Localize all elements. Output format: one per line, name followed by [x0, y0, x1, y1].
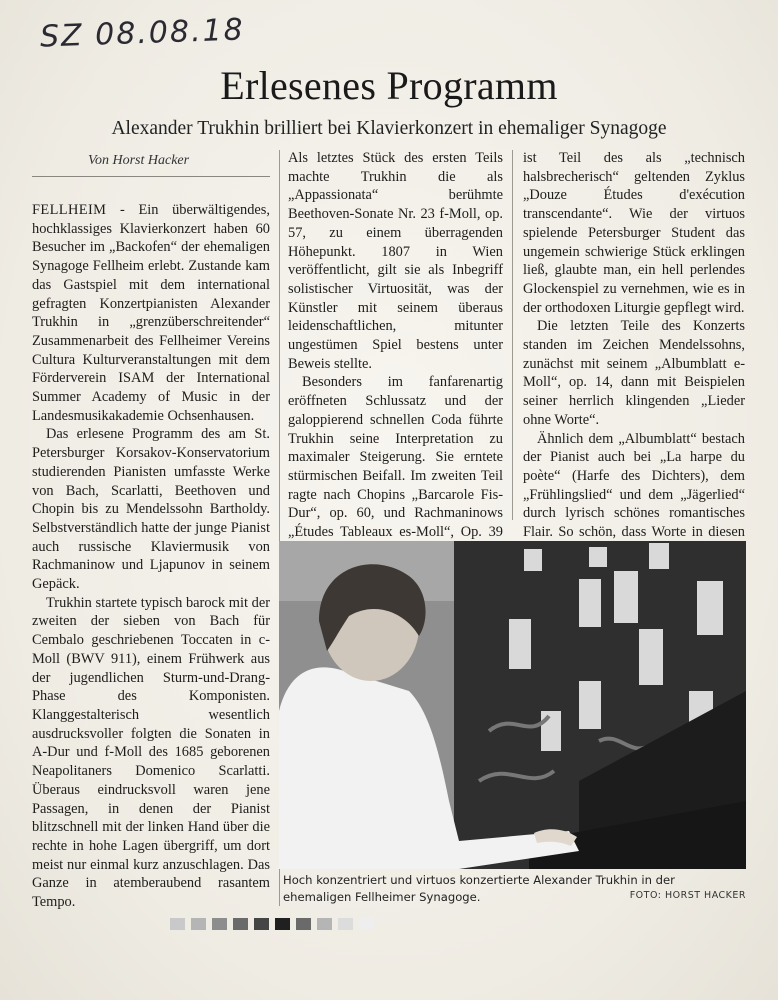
article-photo — [279, 541, 746, 869]
color-patch — [254, 918, 269, 930]
photo-caption: Hoch konzentriert und virtuos konzertierte Alexander Trukhin in der ehemaligen Fellheimer Synagoge. — [283, 873, 675, 904]
color-patch — [317, 918, 332, 930]
paragraph: ist Teil des als „technisch halsbrecherisch“ geltenden Zyklus „Douze Études d'exécution transcendante“. Wie der virtuos spielende Petersburger Student das ungemein schwierige Stück erklingen ließ, glaubte man, ein hell perlendes Glockenspiel zu vernehmen, wie es in der orthodoxen Liturgie gepflegt wird. — [523, 150, 745, 316]
photo-credit: FOTO: HORST HACKER — [629, 890, 746, 901]
paragraph: Ähnlich dem „Albumblatt“ bestach der Pianist auch bei „La harpe du poète“ (Harfe des Dichters), dem „Frühlingslied“ und dem „Jägerlied“ durch lyrisch schönes romantisches Flair. So schön, dass Worte in diesen — [523, 430, 745, 541]
pianist-photo — [279, 541, 746, 869]
color-patch — [191, 918, 206, 930]
paragraph — [32, 201, 270, 425]
color-patch — [233, 918, 248, 930]
paragraph-text: - Ein überwältigendes, hochklassiges Klavierkonzert haben 60 Besucher im „Backofen“ der ehemaligen Synagoge Fellheim erlebt. Zustande kam das Gastspiel mit dem international gefragten Konzertpianisten Alexander Trukhin in „grenzüberschreitender“ Zusammenarbeit des Fellheimer Vereins Cultura Kulturveranstaltungen mit dem Förderverein ISAM der International Summer Academy of Music in der Landesmusikakademie Ochsenhausen. — [32, 202, 270, 424]
article-headline: Erlesenes Programm — [220, 63, 558, 108]
color-patch — [170, 918, 185, 930]
article-column-3 — [523, 149, 745, 560]
color-patch — [338, 918, 353, 930]
column-divider — [512, 150, 513, 520]
article-subheadline: Alexander Trukhin brilliert bei Klavierkonzert in ehemaliger Synagoge — [111, 118, 667, 139]
color-patch — [296, 918, 311, 930]
color-patch — [212, 918, 227, 930]
scan-color-bar — [170, 918, 374, 932]
handwritten-date-note: SZ 08.08.18 — [39, 12, 246, 55]
color-patch — [359, 918, 374, 930]
paragraph: Besonders im fanfarenartig eröffneten Schlussatz und der galoppierend schnellen Coda führte Trukhin seine Interpretation zu maximaler Steigerung. Sie erntete stürmischen Beifall. Im zweiten Teil ragte nach Chopins „Barcarole Fis-Dur“, op. 60, und Rachmaninows „Études Tableaux es-Moll“, Op. 39 — [288, 374, 503, 541]
article-column-1 — [32, 201, 270, 912]
byline-divider — [32, 176, 270, 177]
color-patch — [275, 918, 290, 930]
dateline: FELLHEIM — [32, 202, 107, 218]
paragraph: Trukhin startete typisch barock mit der zweiten der sieben von Bach für Cembalo geschriebenen Toccaten in c-Moll (BWV 911), einem Frühwerk aus der jugendlichen Sturm-und-Drang-Phase des Komponisten. Klanggestalterisch wesentlich ausdrucksvoller folgten die Sonaten in A-Dur und f-Moll des 1685 geborenen Neapolitaners Domenico Scarlatti. Überaus eindrucksvoll waren jene Passagen, in denen der Pianist blitzschnell mit der linken Hand über die rechte in hohe Lagen übergriff, um dort meist nur einmal kurz anzuschlagen. Das Ganze in atemberaubend rasantem Tempo. — [32, 594, 270, 911]
paragraph: Die letzten Teile des Konzerts standen im Zeichen Mendelssohns, zunächst mit seinem „Albumblatt e-Moll“, op. 14, dann mit Beispielen seiner herrlich klingenden „Lieder ohne Worte“. — [523, 318, 745, 428]
paragraph: Das erlesene Programm des am St. Petersburger Korsakov-Konservatorium studierenden Pianisten umfasste Werke von Bach, Scarlatti, Beethoven und Chopin bis zu Mendelssohn Bartholdy. Selbstverständlich hatte der junge Pianist auch russische Klaviermusik von Rachmaninow und Ljapunov in seinem Gepäck. — [32, 426, 270, 593]
article-byline: Von Horst Hacker — [88, 153, 190, 168]
paragraph: Als letztes Stück des ersten Teils machte Trukhin die als „Appassionata“ berühmte Beethoven-Sonate Nr. 23 f-Moll, op. 57, zu einem überragenden Höhepunkt. 1807 in Wien veröffentlicht, gilt sie als Inbegriff solistischer Virtuosität, was der Künstler mit seinem überaus leidenschaftlichen, mitunter ungestümen Spiel bestens unter Beweis stellte. — [288, 150, 503, 372]
